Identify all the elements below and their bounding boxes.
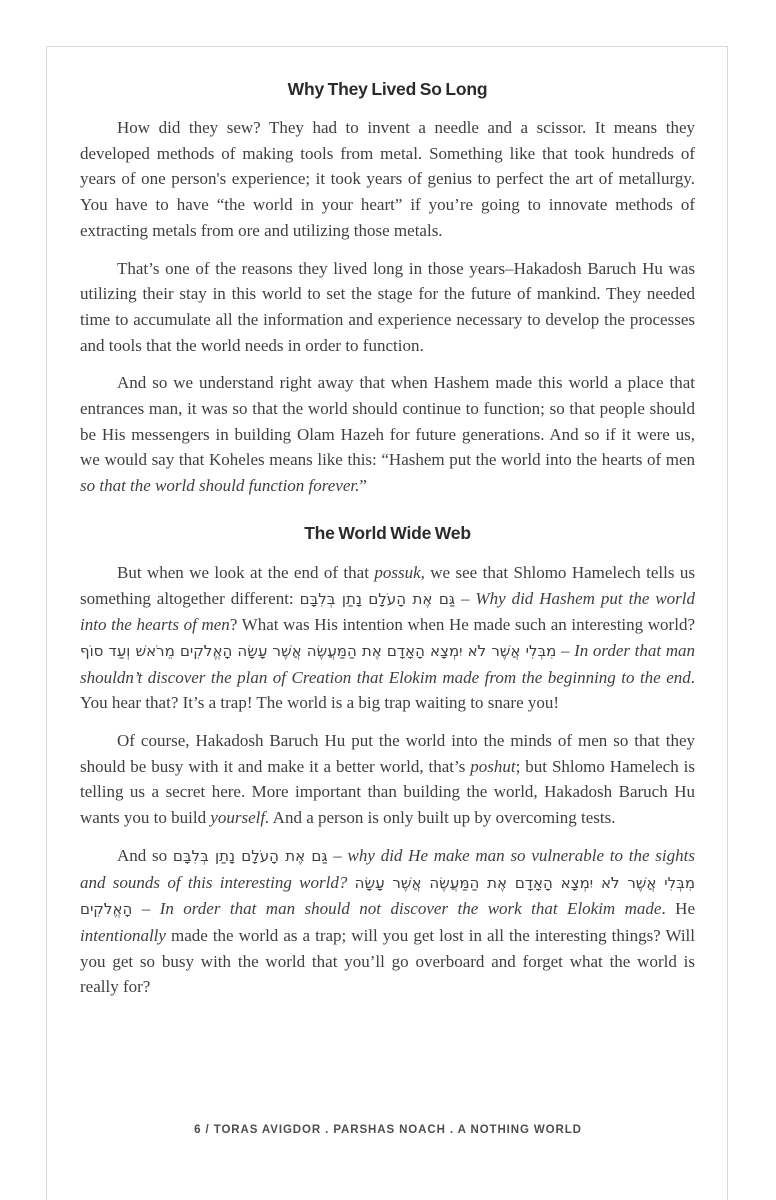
text-run: ”: [359, 476, 367, 496]
section-why-they-lived-so-long: [80, 78, 695, 499]
body-paragraph: [80, 728, 695, 831]
section-the-world-wide-web: [80, 522, 695, 1000]
text-run: How did they sew? They had to invent a needle and a scissor. It means they developed methods of making tools from metal. Something like that took hundreds of years of one person's experience; it took years of genius to perfect the art of metallurgy. You have to have “the world in your heart” if you’re going to innovate methods of extracting metals from ore and utilizing those metals.: [80, 118, 695, 240]
text-run: –: [556, 640, 575, 660]
text-run: . You hear that? It’s a trap! The world is a big trap waiting to snare you!: [80, 667, 695, 713]
italic-text-run: intentionally: [80, 925, 166, 945]
page-frame: [46, 46, 728, 1200]
text-run: –: [327, 845, 348, 865]
italic-text-run: so that the world should function forever.: [80, 476, 360, 496]
text-run: –: [454, 588, 476, 608]
italic-text-run: Why did Hashem put the world into the hearts of men: [80, 588, 696, 635]
text-run: [347, 873, 354, 892]
hebrew-text-run: מִבְּלִי אֲשֶׁר לֹא יִמְצָא הָאָדָם אֶת הַמַּעֲשֶׂה אֲשֶׁר עָשָׂה הָאֱלֹקִים מֵרֹאשׁ וְעַד סוֹף: [80, 641, 557, 660]
italic-text-run: In order that man shouldn’t discover the plan of Creation that Elokim made from the beginning to the end: [80, 640, 696, 687]
italic-text-run: possuk: [374, 562, 421, 582]
text-run: That’s one of the reasons they lived long in those years–Hakadosh Baruch Hu was utilizing their stay in this world to set the stage for the future of mankind. They needed time to accumulate all the information and experience necessary to develop the processes and tools that the world needs in order to function.: [80, 258, 695, 355]
text-run: made the world as a trap; will you get lost in all the interesting things? Will you get so busy with the world that you’ll go overboard and forget what the world is really for?: [80, 925, 695, 997]
italic-text-run: In order that man should not discover the work that Elokim made: [159, 899, 662, 919]
section-heading-why-they-lived-so-long: Why They Lived So Long: [287, 79, 488, 99]
text-run: And so: [117, 845, 173, 865]
hebrew-text-run: מִבְּלִי אֲשֶׁר לֹא יִמְצָא הָאָדָם אֶת הַמַּעֲשֶׂה אֲשֶׁר עָשָׂה הָאֱלֹקִים: [80, 873, 696, 919]
body-paragraph: [80, 370, 695, 499]
body-paragraph: [80, 560, 695, 716]
text-run: And a person is only built up by overcoming tests.: [269, 808, 616, 828]
section-heading-the-world-wide-web: The World Wide Web: [304, 522, 471, 543]
text-run: ; but Shlomo Hamelech is telling us a secret here. More important than building the world, Hakadosh Baruch Hu wants you to build: [80, 756, 695, 828]
text-run: . He: [661, 899, 696, 919]
page-content: [47, 47, 727, 1000]
italic-text-run: poshut: [470, 756, 516, 776]
body-paragraph: [80, 256, 695, 359]
text-run: , we see that Shlomo Hamelech tells us something altogether different:: [80, 562, 695, 608]
italic-text-run: yourself.: [210, 808, 270, 828]
page-footer: 6 / TORAS AVIGDOR . PARSHAS NOACH . A NOTHING WORLD: [194, 1124, 582, 1136]
body-paragraph: [80, 115, 695, 244]
body-paragraph: [80, 843, 695, 1000]
text-run: –: [132, 899, 160, 919]
text-run: Of course, Hakadosh Baruch Hu put the world into the minds of men so that they should be busy with it and make it a better world, that’s: [80, 731, 695, 776]
italic-text-run: why did He make man so vulnerable to the sights and sounds of this interesting world?: [80, 845, 695, 892]
text-run: But when we look at the end of that: [117, 562, 375, 582]
hebrew-text-run: גַּם אֶת הָעֹלָם נָתַן בְּלִבָּם: [299, 589, 455, 608]
text-run: And so we understand right away that when Hashem made this world a place that entrances man, it was so that the world should continue to function; so that people should be His messengers in building Olam Hazeh for future generations. And so if it were us, we would say that Koheles means like this: “Hashem put the world into the hearts of men: [80, 373, 695, 470]
text-run: ? What was His intention when He made such an interesting world?: [229, 615, 695, 635]
hebrew-text-run: גַּם אֶת הָעֹלָם נָתַן בְּלִבָּם: [172, 846, 328, 865]
